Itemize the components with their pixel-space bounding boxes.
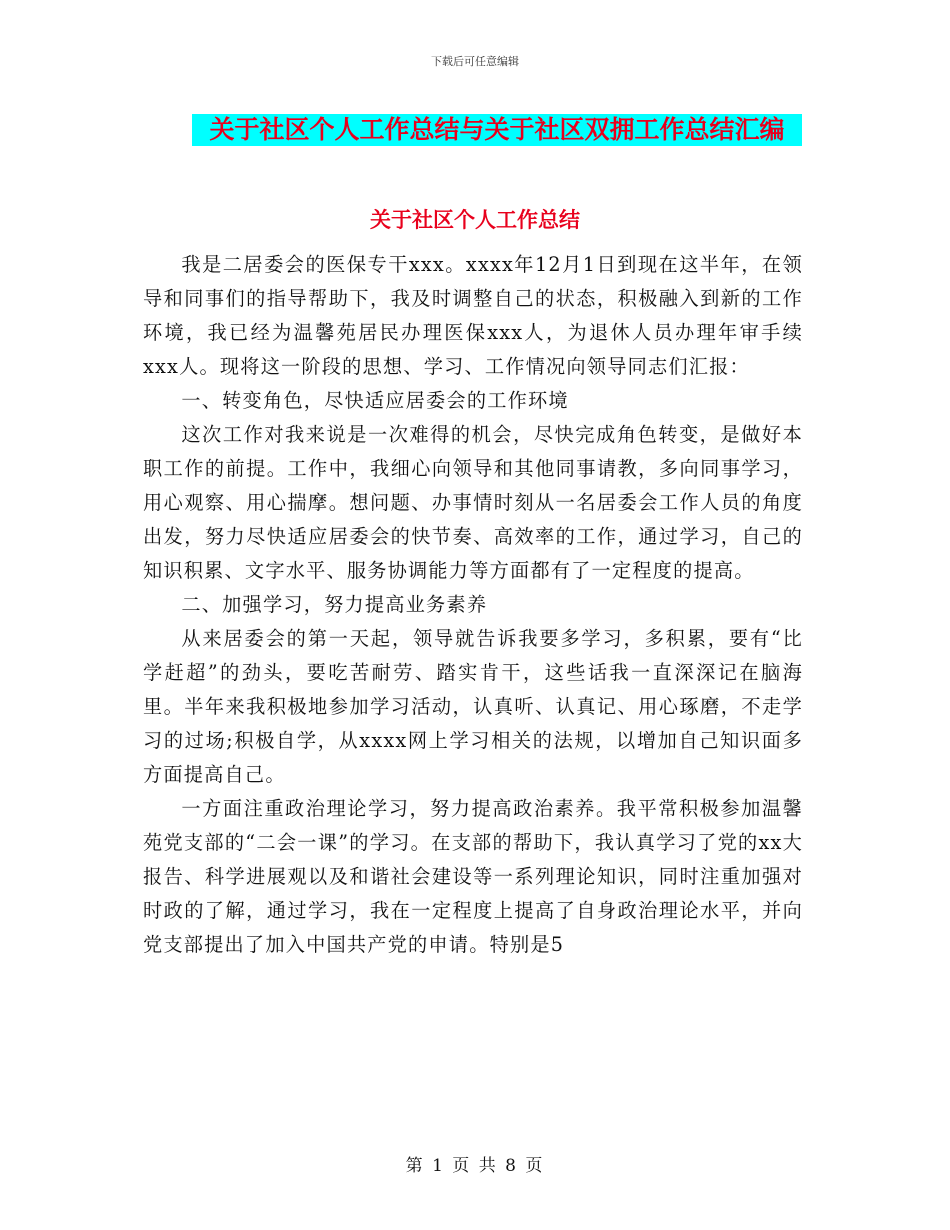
page-footer: 第 1 页 共 8 页 [405, 1156, 545, 1176]
header-note: 下载后可任意编辑 [431, 55, 519, 68]
heading-one: 一、转变角色，尽快适应居委会的工作环境 [181, 389, 569, 412]
paragraph-political-study: 一方面注重政治理论学习，努力提高政治素养。我平常积极参加温馨苑党支部的“二会一课”的学习。在支部的帮助下，我认真学习了党的xx大报告、科学进展观以及和谐社会建设等一系列理论知识，同时注重加强对时政的了解，通过学习，我在一定程度上提高了自身政治理论水平，并向党支部提出了加入中国共产党的申请。特别是5 [143, 797, 803, 956]
paragraph-study: 从来居委会的第一天起，领导就告诉我要多学习，多积累，要有“比学赶超”的劲头，要吃苦耐劳、踏实肯干，这些话我一直深深记在脑海里。半年来我积极地参加学习活动，认真听、认真记、用心琢磨，不走学习的过场;积极自学，从xxxx网上学习相关的法规，以增加自己知识面多方面提高自己。 [143, 627, 803, 786]
section-title: 关于社区个人工作总结 [370, 208, 580, 232]
paragraph-intro: 我是二居委会的医保专干xxx。xxxx年12月1日到现在这半年，在领导和同事们的指导帮助下，我及时调整自己的状态，积极融入到新的工作环境，我已经为温馨苑居民办理医保xxx人，为退休人员办理年审手续xxx人。现将这一阶段的思想、学习、工作情况向领导同志们汇报： [143, 253, 803, 378]
document-title: 关于社区个人工作总结与关于社区双拥工作总结汇编 [192, 114, 802, 146]
document-body [143, 248, 803, 962]
heading-two: 二、加强学习，努力提高业务素养 [181, 593, 488, 616]
paragraph-role-change: 这次工作对我来说是一次难得的机会，尽快完成角色转变，是做好本职工作的前提。工作中，我细心向领导和其他同事请教，多向同事学习，用心观察、用心揣摩。想问题、办事情时刻从一名居委会工作人员的角度出发，努力尽快适应居委会的快节奏、高效率的工作，通过学习，自己的知识积累、文字水平、服务协调能力等方面都有了一定程度的提高。 [143, 423, 803, 582]
